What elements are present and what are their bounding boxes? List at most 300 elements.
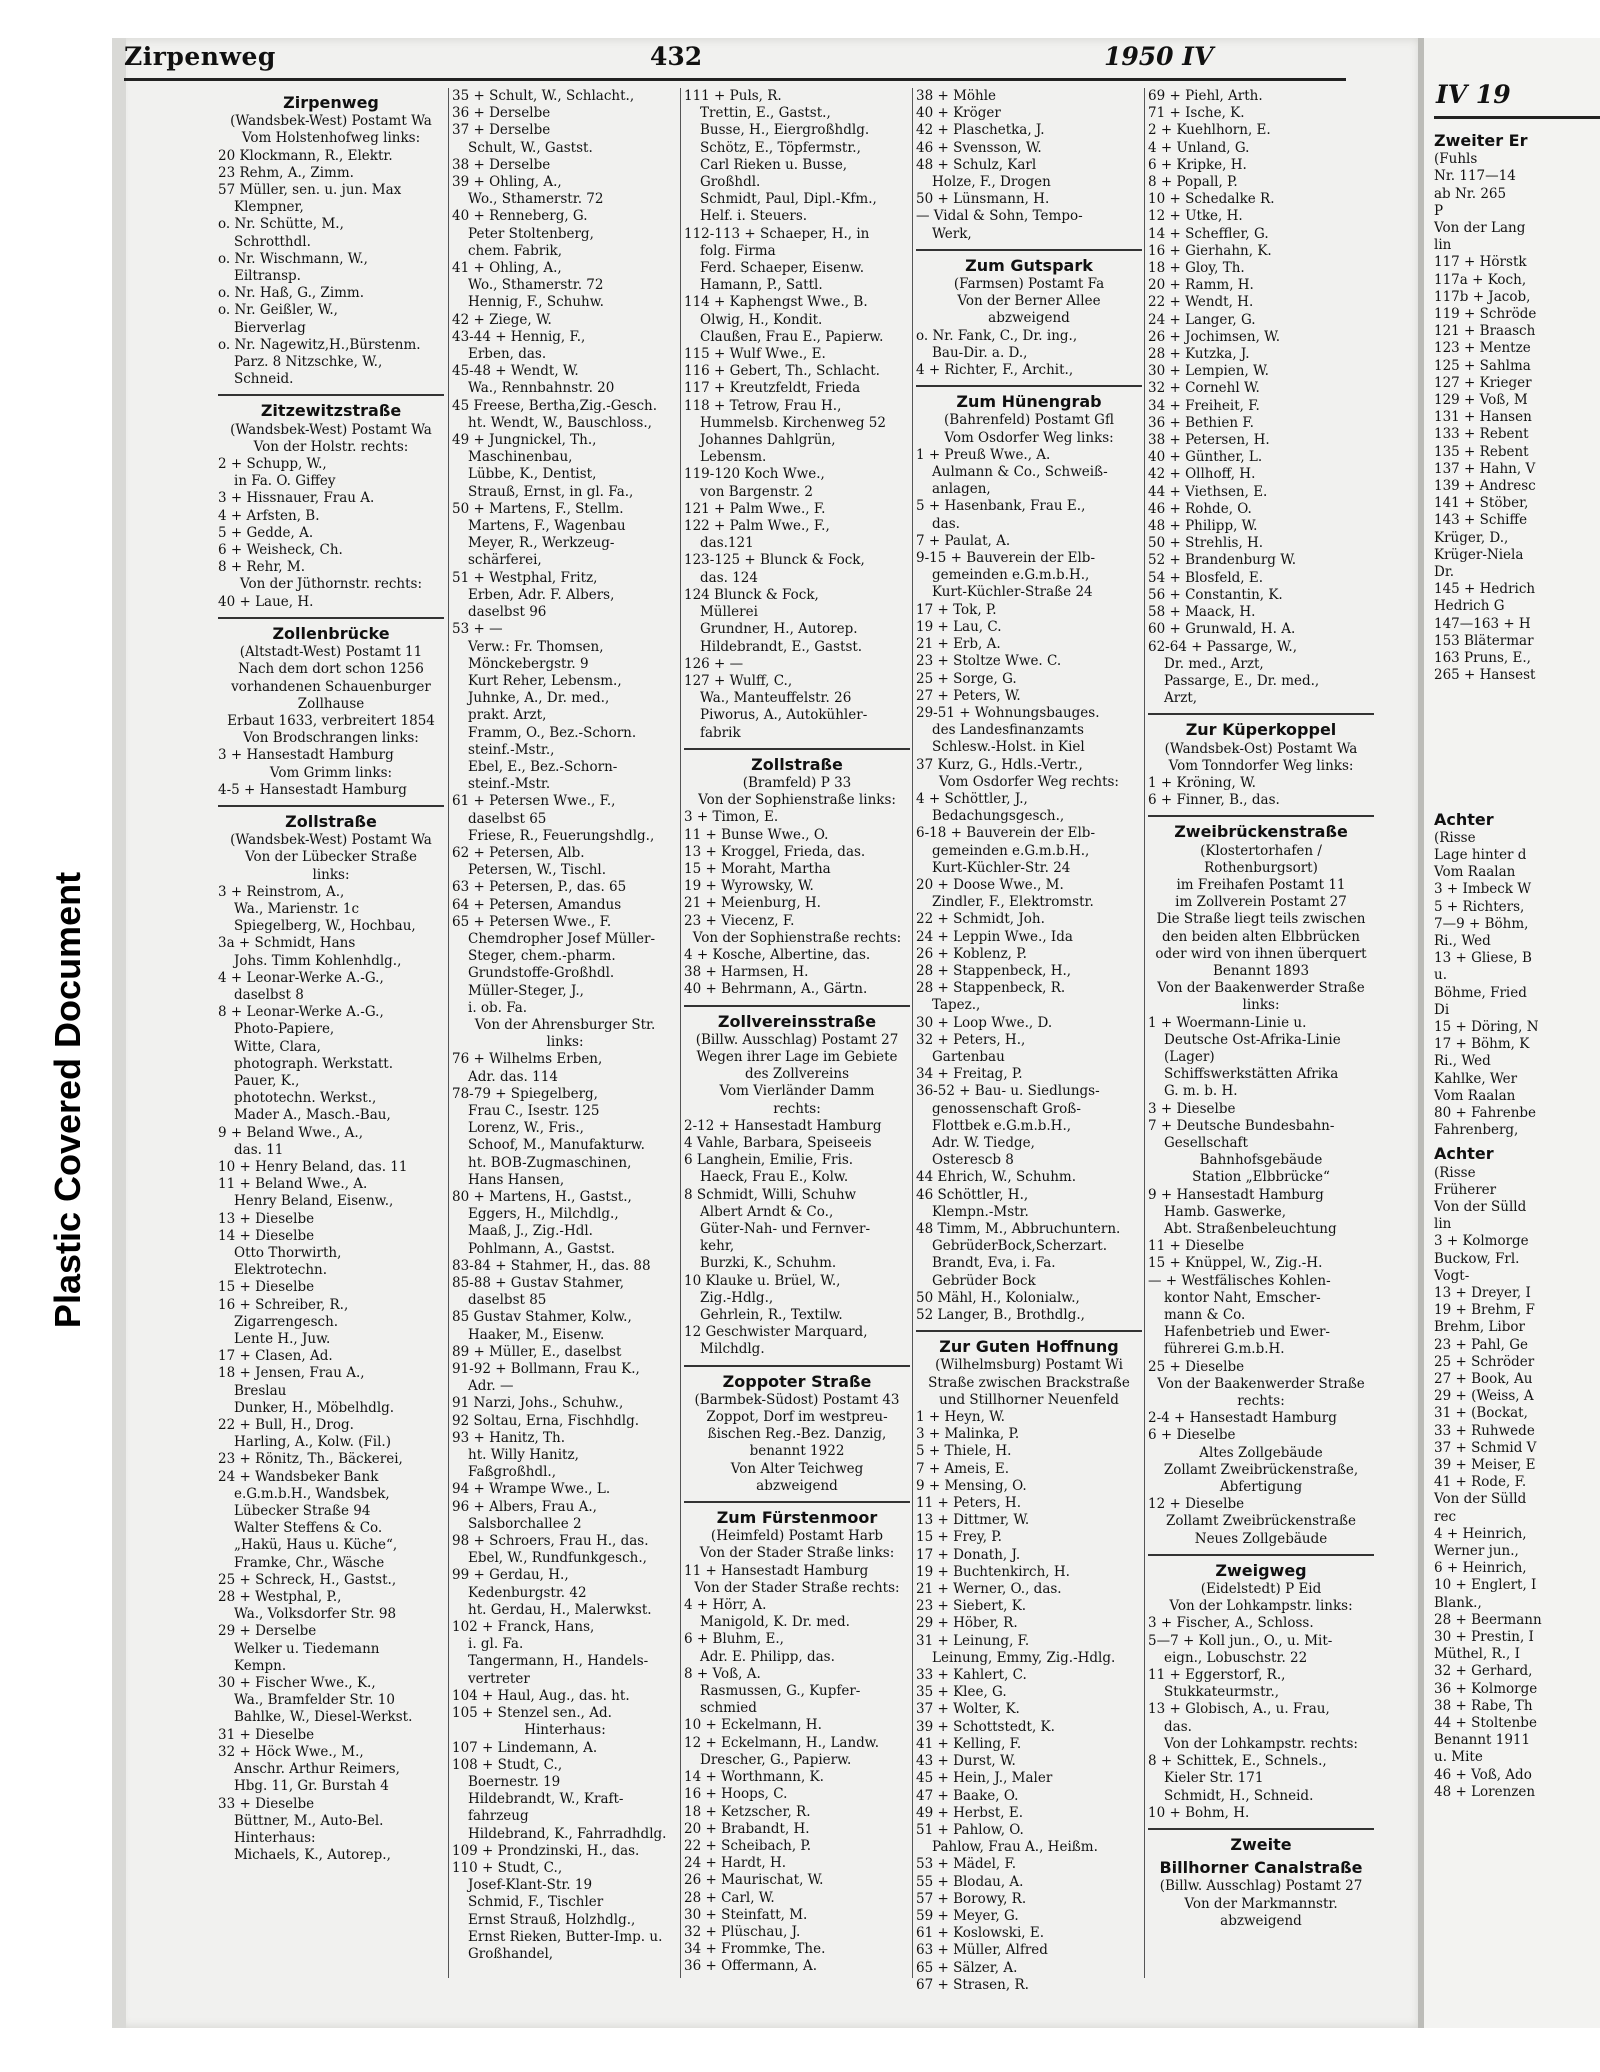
directory-entry: Böhme, Fried [1434,984,1527,1001]
street-heading: Zollstraße [285,811,377,831]
entry-continuation: Müllerei [700,604,758,621]
entry-continuation: Haaker, M., Eisenw. [468,1326,605,1343]
directory-entry: 31 + Leinung, F. [916,1632,1030,1649]
entry-continuation: fahrzeug [468,1808,529,1825]
entry-continuation: Witte, Clara, [234,1038,321,1055]
entry-continuation: Hans Hansen, [468,1171,565,1188]
directory-entry: 33 + Kahlert, C. [916,1667,1027,1684]
section-rule [218,617,444,619]
directory-entry: Fahrenberg, [1434,1122,1519,1139]
directory-entry: 4 + Schöttler, J., [916,790,1028,807]
directory-entry: (Risse [1434,829,1476,846]
entry-continuation: Deutsche Ost-Afrika-Linie [1164,1031,1341,1048]
directory-entry: 133 + Rebent [1434,426,1529,443]
directory-entry: 17 + Donath, J. [916,1546,1021,1563]
directory-entry: 51 + Pahlow, O. [916,1821,1024,1838]
entry-continuation: Holze, F., Drogen [932,174,1051,191]
entry-continuation: Hbg. 11, Gr. Burstah 4 [234,1778,389,1795]
entry-continuation: Dunker, H., Möbelhdlg. [234,1399,395,1416]
street-note: des Zollvereins [745,1066,849,1083]
entry-continuation: Lente H., Juw. [234,1331,331,1348]
entry-continuation: Klempn.-Mstr. [932,1203,1029,1220]
directory-entry: 50 + Lünsmann, H. [916,191,1050,208]
directory-entry: 10 + Schedalke R. [1148,191,1275,208]
directory-entry: 27 + Peters, W. [916,687,1021,704]
entry-continuation: Lorenz, W., Fris., [468,1120,584,1137]
entry-continuation: anlagen, [932,481,991,498]
entry-continuation: Verw.: Fr. Thomsen, [468,638,604,655]
directory-entry: 48 + Lorenzen [1434,1783,1536,1800]
entry-continuation: Ernst Strauß, Holzhdlg., [468,1911,636,1928]
directory-entry: Vom Raalan [1434,1087,1516,1104]
running-head-street: Zirpenweg [124,42,276,71]
column-divider [680,88,681,1978]
entry-continuation: Friese, R., Feuerungshdlg., [468,827,655,844]
directory-entry: Blank., [1434,1594,1482,1611]
directory-entry: Von der Sülld [1434,1491,1527,1508]
entry-continuation: Framm, O., Bez.-Schorn. [468,724,637,741]
entry-continuation: schmied [700,1700,757,1717]
directory-entry: 31 + (Bockat, [1434,1405,1528,1422]
directory-entry: 28 + Westphal, P., [218,1589,342,1606]
directory-entry: 15 + Dieselbe [218,1279,315,1296]
directory-entry: 62 + Petersen, Alb. [452,844,585,861]
street-note: Zollhause [297,695,365,712]
entry-continuation: Schötz, E., Töpfermstr., [700,139,861,156]
entry-continuation: Piworus, A., Autokühler- [700,707,868,724]
directory-entry: 19 + Brehm, F [1434,1302,1535,1319]
directory-entry: 10 + Englert, I [1434,1577,1537,1594]
entry-continuation: Bau-Dir. a. D., [932,344,1028,361]
directory-column-1 [218,88,444,1864]
directory-entry: 21 + Erb, A. [916,636,1001,653]
street-heading: Zoppoter Straße [722,1371,872,1391]
directory-entry: 52 + Brandenburg W. [1148,552,1297,569]
street-note: (Wandsbek-West) Postamt Wa [230,832,432,849]
entry-continuation: Bedachungsgesch., [932,808,1065,825]
directory-entry: 3a + Schmidt, Hans [218,935,356,952]
entry-continuation: Chemdropher Josef Müller- [468,930,656,947]
directory-entry: 117 + Kreutzfeldt, Frieda [684,380,861,397]
spacer [1434,685,1600,805]
entry-continuation: Rasmussen, G., Kupfer- [700,1683,861,1700]
entry-continuation: e.G.m.b.H., Wandsbek, [234,1485,390,1502]
entry-continuation: GebrüderBock,Scherzart. [932,1238,1108,1255]
directory-entry: 30 + Loop Wwe., D. [916,1014,1053,1031]
entry-continuation: Schoof, M., Manufakturw. [468,1137,645,1154]
entry-continuation: Hamann, P., Sattl. [700,277,823,294]
street-note: Von der Ahrensburger Str. [474,1016,656,1033]
directory-entry: 22 + Bull, H., Drog. [218,1417,354,1434]
directory-entry: 76 + Wilhelms Erben, [452,1051,603,1068]
directory-entry: Dr. [1434,564,1455,581]
entry-continuation: Ernst Rieken, Butter-Imp. u. [468,1928,663,1945]
entry-continuation: Elektrotechn. [234,1262,328,1279]
directory-entry: 112-113 + Schaeper, H., in [684,225,870,242]
entry-continuation: Olwig, H., Kondit. [700,311,823,328]
directory-entry: 25 + Schreck, H., Gastst., [218,1571,397,1588]
directory-entry: 19 + Wyrowsky, W. [684,878,814,895]
directory-entry: 80 + Martens, H., Gastst., [452,1189,632,1205]
directory-entry: Kahlke, Wer [1434,1070,1518,1087]
directory-entry: 19 + Buchtenkirch, H. [916,1563,1070,1580]
directory-entry: 99 + Gerdau, H., [452,1567,569,1584]
street-note: abzweigend [1220,1912,1302,1929]
street-note: Station „Elbbrücke“ [1192,1169,1330,1186]
section-rule [684,1365,910,1367]
entry-continuation: das.121 [700,535,754,552]
directory-entry: 119-120 Koch Wwe., [684,466,825,483]
entry-continuation: des Landesfinanzamts [932,722,1084,739]
directory-entry: Ri., Wed [1434,932,1491,949]
street-note: (Heimfeld) Postamt Harb [710,1528,884,1545]
directory-entry: 32 + Peters, H., [916,1031,1026,1048]
directory-entry: 2-4 + Hansestadt Hamburg [1148,1410,1337,1427]
section-rule [1148,1554,1374,1556]
directory-entry: 69 + Piehl, Arth. [1148,88,1263,104]
section-rule [684,1005,910,1007]
directory-entry: ab Nr. 265 [1434,185,1507,202]
directory-entry: 13 + Dieselbe [218,1210,315,1227]
entry-continuation: Otto Thorwirth, [234,1245,342,1261]
directory-entry: 7—9 + Böhm, [1434,915,1529,932]
street-note: oder wird von ihnen überquert [1155,945,1367,962]
adjacent-page-header: IV 19 [1436,80,1511,109]
directory-entry: 16 + Schreiber, R., [218,1296,349,1313]
street-note: Von Brodschrangen links: [243,730,419,747]
directory-entry: Müthel, R., I [1434,1646,1520,1663]
directory-entry: 42 + Ollhoff, H. [1148,466,1256,483]
directory-entry: 127 + Wulff, C., [684,672,793,689]
entry-continuation: gemeinden e.G.m.b.H., [932,842,1090,859]
directory-entry: 20 Klockmann, R., Elektr. [218,147,393,164]
entry-continuation: kontor Naht, Emscher- [1164,1289,1321,1306]
entry-continuation: Breslau [234,1382,287,1399]
header-rule [124,78,1346,81]
directory-entry: 20 + Doose Wwe., M. [916,876,1064,893]
directory-entry: 3 + Hansestadt Hamburg [218,747,394,764]
street-heading: Zur Küperkoppel [1185,720,1337,740]
directory-entry: 13 + Kroggel, Frieda, das. [684,843,866,860]
directory-entry: 16 + Gierhahn, K. [1148,242,1272,259]
entry-continuation: Schmidt, Paul, Dipl.-Kfm., [700,191,877,208]
directory-entry: 48 Timm, M., Abbruchuntern. [916,1221,1121,1237]
entry-continuation: das. [932,515,960,532]
entry-continuation: in Fa. O. Giffey [234,473,336,490]
directory-entry: 28 + Kutzka, J. [1148,346,1250,363]
directory-entry: 24 + Hardt, H. [684,1855,787,1872]
entry-continuation: Martens, F., Wagenbau [468,518,626,535]
directory-entry: 10 Klauke u. Brüel, W., [684,1272,841,1289]
directory-entry: 17 + Clasen, Ad. [218,1348,333,1365]
directory-entry: 51 + Westphal, Fritz, [452,569,598,586]
street-note: Zollamt Zweibrückenstraße, [1163,1461,1359,1478]
directory-entry: 63 + Müller, Alfred [916,1942,1048,1959]
directory-entry: 141 + Stöber, [1434,495,1529,512]
entry-continuation: Johs. Timm Kohlenhdlg., [234,952,402,969]
directory-entry: 40 + Behrmann, A., Gärtn. [684,981,868,998]
directory-entry: 38 + Derselbe [452,156,551,173]
directory-entry: 47 + Baake, O. [916,1787,1019,1804]
entry-continuation: mann & Co. [1164,1307,1246,1324]
directory-entry: 37 Kurz, G., Hdls.-Vertr., [916,756,1083,773]
directory-entry: 50 + Strehlis, H. [1148,535,1264,552]
directory-entry: Vom Raalan [1434,864,1516,881]
entry-continuation: Burzki, K., Schuhm. [700,1255,837,1272]
street-note: (Billw. Ausschlag) Postamt 27 [1159,1878,1363,1895]
directory-entry: 80 + Fahrenbe [1434,1104,1537,1121]
directory-entry: 9 + Mensing, O. [916,1477,1027,1494]
entry-continuation: daselbst 96 [468,604,547,621]
directory-entry: 33 + Dieselbe [218,1795,315,1812]
directory-entry: 121 + Palm Wwe., F. [684,500,826,517]
entry-continuation: Lebensm. [700,449,767,466]
directory-entry: 5 + Gedde, A. [218,524,314,541]
street-note: Die Straße liegt teils zwischen [1156,911,1366,928]
directory-entry: Werner jun., [1434,1543,1519,1560]
directory-entry: Di [1434,1001,1450,1018]
directory-entry: 18 + Jensen, Frau A., [218,1365,365,1382]
directory-entry: 67 + Strasen, R. [916,1976,1029,1993]
directory-entry: Nr. 117—14 [1434,168,1516,185]
directory-entry: 145 + Hedrich [1434,581,1536,598]
entry-continuation: Drescher, G., Papierw. [700,1751,852,1768]
directory-entry: 13 + Dreyer, I [1434,1284,1531,1301]
entry-continuation: G. m. b. H. [1164,1083,1238,1100]
directory-entry: 78-79 + Spiegelberg, [452,1085,598,1102]
entry-continuation: Anschr. Arthur Reimers, [234,1761,400,1778]
directory-entry: 15 + Frey, P. [916,1529,1002,1546]
directory-entry: 104 + Haul, Aug., das. ht. [452,1687,630,1704]
directory-entry: 105 + Stenzel sen., Ad. [452,1705,612,1722]
directory-entry: 9-15 + Bauverein der Elb- [916,550,1096,567]
directory-entry: 4 + Heinrich, [1434,1525,1527,1542]
directory-entry: 8 + Popall, P. [1148,174,1238,191]
street-heading: Zollvereinsstraße [717,1011,877,1031]
directory-entry: 139 + Andresc [1434,478,1536,495]
directory-entry: 109 + Prondzinski, H., das. [452,1842,640,1859]
directory-entry: 40 + Laue, H. [218,593,314,610]
directory-entry: 265 + Hansest [1434,667,1536,684]
directory-entry: 6 + Finner, B., das. [1148,792,1280,809]
column-divider [448,88,449,1978]
directory-entry: 5 + Richters, [1434,898,1525,915]
directory-entry: 40 + Günther, L. [1148,449,1263,466]
street-heading: Zweigweg [1215,1560,1307,1580]
margin-label-text: Plastic Covered Document [47,871,88,1329]
directory-entry: 17 + Böhm, K [1434,1036,1530,1053]
directory-entry: 4-5 + Hansestadt Hamburg [218,781,407,798]
directory-entry: 4 + Arfsten, B. [218,507,320,524]
entry-continuation: steinf.-Mstr. [468,776,551,793]
entry-continuation: Frau C., Isestr. 125 [468,1102,600,1119]
entry-continuation: Maaß, J., Zig.-Hdl. [468,1223,593,1240]
directory-entry: 83-84 + Stahmer, H., das. 88 [452,1257,651,1274]
entry-continuation: Wa., Manteuffelstr. 26 [700,690,852,707]
street-heading: Zweite [1230,1834,1292,1854]
entry-continuation: Gehrlein, R., Textilw. [700,1307,843,1324]
directory-entry: 10 + Eckelmann, H. [684,1717,822,1734]
directory-entry: 3 + Hissnauer, Frau A. [218,490,375,507]
directory-entry: 26 + Jochimsen, W. [1148,328,1280,345]
directory-entry: 23 + Pahl, Ge [1434,1336,1528,1353]
directory-entry: 29 + Derselbe [218,1623,317,1640]
entry-continuation: Milchdlg. [700,1341,765,1358]
directory-entry: 53 + — [452,621,503,638]
entry-continuation: Tangermann, H., Handels- [468,1653,649,1670]
directory-entry: 4 + Richter, F., Archit., [916,362,1074,379]
directory-entry: (Risse [1434,1164,1476,1181]
entry-continuation: folg. Firma [700,242,776,259]
street-note: Von der Lohkampstr. rechts: [1164,1735,1358,1752]
directory-entry: 125 + Sahlma [1434,357,1531,374]
adjacent-page [1418,38,1600,2028]
directory-entry: Früherer [1434,1181,1497,1198]
directory-entry: 62-64 + Passarge, W., [1148,638,1298,655]
entry-continuation: Großhandel, [468,1945,554,1962]
directory-entry: 123-125 + Blunck & Fock, [684,552,865,569]
entry-continuation: Parz. 8 Nitzschke, W., [234,354,383,371]
entry-continuation: Zigarrengesch. [234,1313,339,1330]
section-rule [684,748,910,750]
directory-entry: 24 + Langer, G. [1148,311,1256,328]
directory-entry: 24 + Wandsbeker Bank [218,1468,379,1485]
entry-continuation: Pohlmann, A., Gastst. [468,1240,615,1257]
entry-continuation: Spiegelberg, W., Hochbau, [234,918,416,935]
directory-entry: o. Nr. Geißler, W., [218,302,338,319]
directory-entry: 115 + Wulf Wwe., E. [684,346,826,363]
directory-entry: 3 + Fischer, A., Schloss. [1148,1615,1314,1632]
directory-entry: 114 + Kaphengst Wwe., B. [684,294,868,311]
entry-continuation: genossenschaft Groß- [932,1100,1081,1117]
directory-entry: 58 + Maack, H. [1148,604,1256,621]
column-divider [1144,88,1145,1978]
entry-continuation: daselbst 65 [468,810,547,827]
directory-entry: 30 + Steinfatt, M. [684,1906,808,1923]
entry-continuation: Photo-Papiere, [234,1021,335,1038]
entry-continuation: Henry Beland, Eisenw., [234,1193,394,1210]
directory-entry: 46 + Rohde, O. [1148,500,1252,517]
street-heading: Zollstraße [751,754,843,774]
entry-continuation: Dr. med., Arzt, [1164,655,1264,672]
directory-entry: 31 + Dieselbe [218,1726,315,1743]
directory-entry: 57 + Borowy, R. [916,1890,1027,1907]
directory-entry: 137 + Hahn, V [1434,460,1536,477]
directory-entry: 28 + Beermann [1434,1611,1542,1628]
section-rule [916,1330,1142,1332]
directory-entry: 49 + Jungnickel, Th., [452,432,597,449]
directory-entry: 26 + Koblenz, P. [916,945,1027,962]
directory-entry: 8 + Leonar-Werke A.-G., [218,1004,384,1021]
directory-entry: 54 + Blosfeld, E. [1148,569,1264,586]
directory-entry: 2 + Schupp, W., [218,456,327,473]
entry-continuation: Wa., Bramfelder Str. 10 [234,1692,395,1709]
section-rule [1148,713,1374,715]
directory-entry: 26 + Maurischat, W. [684,1872,824,1889]
directory-entry: 43 + Durst, W. [916,1753,1016,1770]
street-note: rechts: [1237,1393,1285,1410]
directory-entry: 129 + Voß, M [1434,392,1528,409]
entry-continuation: Gebrüder Bock [932,1272,1036,1289]
street-heading: Zum Hünengrab [956,392,1102,412]
entry-continuation: Kurt Reher, Lebensm., [468,672,622,689]
entry-continuation: eign., Lobuschstr. 22 [1164,1649,1308,1666]
directory-entry: 48 + Schulz, Karl [916,156,1037,173]
directory-entry: 45-48 + Wendt, W. [452,363,579,380]
directory-entry: 46 Schöttler, H., [916,1186,1029,1203]
directory-entry: Krüger, D., [1434,529,1509,546]
directory-entry: Von der Sülld [1434,1198,1527,1215]
directory-entry: o. Nr. Nagewitz,H.,Bürstenm. [218,336,421,353]
directory-entry: 85-88 + Gustav Stahmer, [452,1275,625,1292]
directory-entry: 94 + Wrampe Wwe., L. [452,1481,611,1498]
directory-entry: 126 + — [684,655,744,672]
entry-continuation: das. [1164,1718,1192,1735]
entry-continuation: Ferd. Schaeper, Eisenw. [700,260,865,277]
directory-entry: — Vidal & Sohn, Tempo- [916,208,1083,225]
section-rule [218,805,444,807]
entry-continuation: Walter Steffens & Co. [234,1520,383,1537]
directory-entry: 8 + Rehr, M. [218,559,305,576]
entry-continuation: Welker u. Tiedemann [234,1640,380,1657]
directory-entry: 3 + Malinka, P. [916,1426,1020,1443]
street-note: Erbaut 1633, verbreitert 1854 [227,712,435,729]
entry-continuation: Pauer, K., [234,1072,300,1089]
directory-entry: 49 + Herbst, E. [916,1804,1024,1821]
directory-entry: 44 + Stoltenbe [1434,1715,1537,1732]
directory-column-4 [916,88,1142,1994]
entry-continuation: Kurt-Küchler-Straße 24 [932,584,1093,601]
entry-continuation: Hildebrandt, E., Gastst. [700,638,863,655]
directory-entry: 10 + Bohm, H. [1148,1804,1250,1821]
entry-continuation: Adr. W. Tiedge, [932,1134,1035,1151]
directory-entry: 12 + Dieselbe [1148,1496,1245,1513]
directory-entry: 110 + Studt, C., [452,1859,563,1876]
directory-entry: 1 + Preuß Wwe., A. [916,446,1051,463]
directory-entry: 117 + Hörstk [1434,254,1527,271]
directory-entry: 13 + Gliese, B [1434,950,1532,967]
entry-continuation: Zindler, F., Elektromstr. [932,894,1094,911]
directory-entry: 38 + Rabe, Th [1434,1697,1533,1714]
directory-entry: 3 + Timon, E. [684,809,779,826]
street-note: Neues Zollgebäude [1194,1530,1328,1547]
street-heading: Zollenbrücke [272,623,390,643]
entry-continuation: Schlesw.-Holst. in Kiel [932,739,1085,756]
directory-entry: 4 + Leonar-Werke A.-G., [218,969,384,986]
directory-entry: 3 + Kolmorge [1434,1233,1529,1250]
directory-entry: 39 + Schottstedt, K. [916,1718,1055,1735]
directory-entry: 63 + Petersen, P., das. 65 [452,879,627,896]
directory-entry: 38 + Petersen, H. [1148,432,1270,449]
directory-entry: 6 + Heinrich, [1434,1560,1527,1577]
directory-entry: 55 + Blodau, A. [916,1873,1024,1890]
section-rule [684,1501,910,1503]
street-note: und Stillhorner Neuenfeld [939,1391,1119,1408]
entry-continuation: Kurt-Küchler-Str. 24 [932,859,1071,876]
directory-entry: o. Nr. Fank, C., Dr. ing., [916,327,1078,344]
entry-continuation: Osterescb 8 [932,1152,1014,1169]
directory-entry: 6 + Dieselbe [1148,1427,1236,1444]
street-heading: Zitzewitzstraße [260,401,402,421]
entry-continuation: Hildebrand, K., Fahrradhdlg. [468,1825,667,1842]
street-note: links: [1242,997,1280,1014]
street-note: im Freihafen Postamt 11 [1176,876,1346,893]
directory-entry: P [1434,202,1444,219]
directory-entry: 11 + Bunse Wwe., O. [684,826,829,843]
adjacent-page-column [1434,126,1600,1801]
entry-continuation: chem. Fabrik, [468,242,563,259]
street-note: Nach dem dort schon 1256 [238,661,424,678]
